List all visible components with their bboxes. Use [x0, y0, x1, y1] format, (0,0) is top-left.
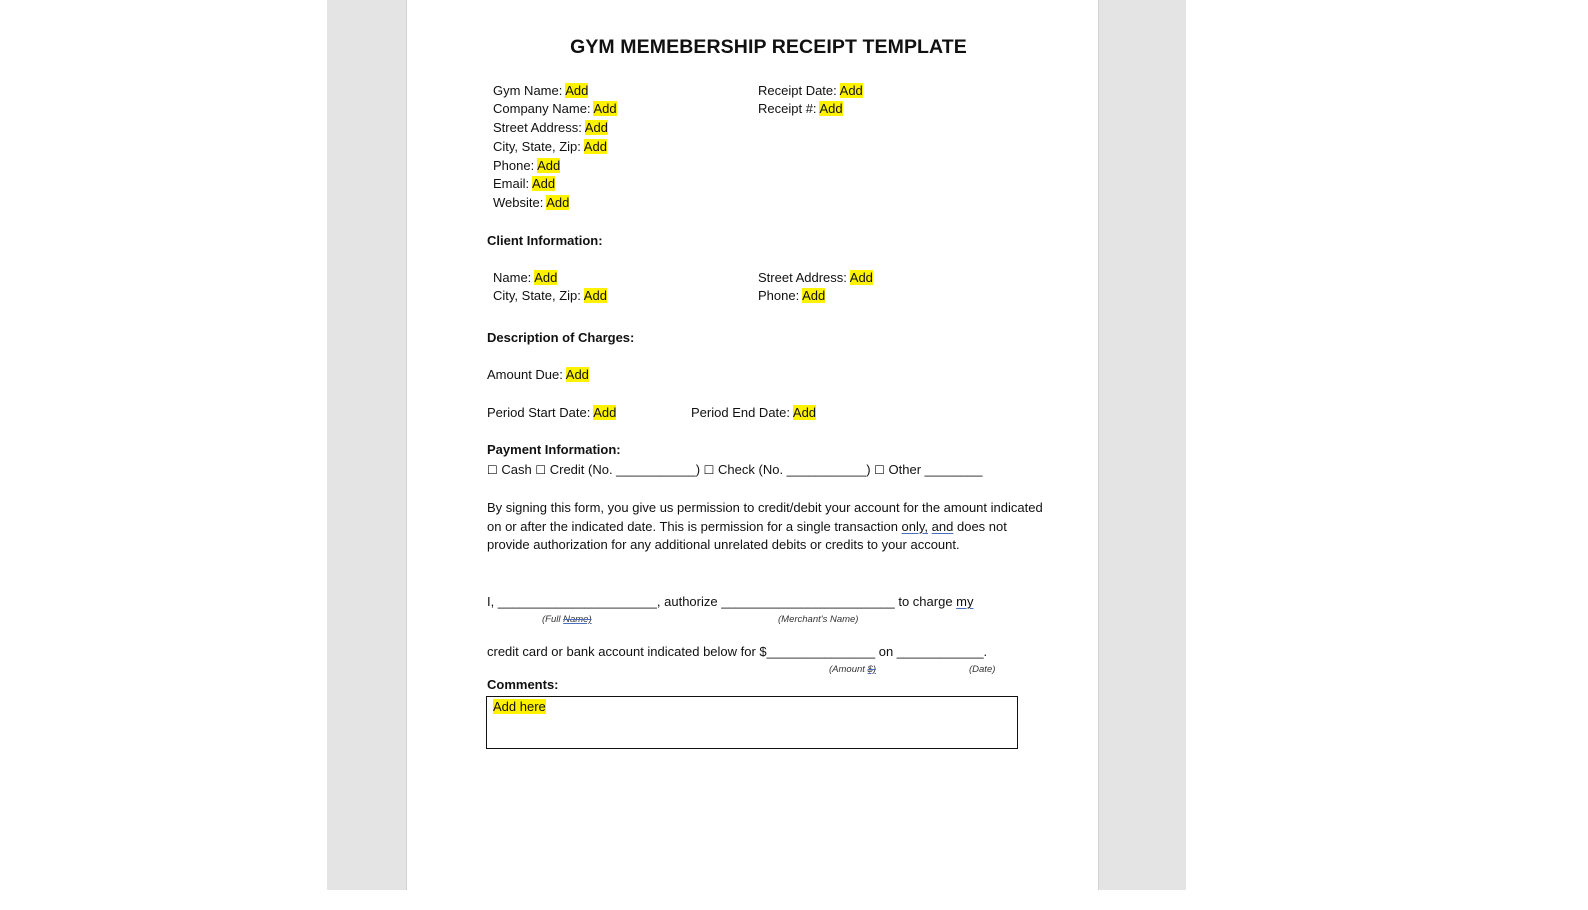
- period-end-label: Period End Date:: [691, 405, 793, 420]
- period-start-label: Period Start Date:: [487, 405, 594, 420]
- receipt-number-field[interactable]: Add: [819, 101, 843, 116]
- receipt-number-label: Receipt #:: [758, 101, 820, 116]
- client-street-line: [758, 269, 873, 286]
- credit-checkbox[interactable]: ☐: [535, 463, 547, 477]
- check-label: Check (No. ___________): [714, 462, 875, 477]
- cash-checkbox[interactable]: ☐: [487, 463, 498, 477]
- receipt-number-line: [758, 100, 843, 117]
- document-title: GYM MEMEBERSHIP RECEIPT TEMPLATE: [570, 36, 967, 58]
- client-name-label: Name:: [493, 270, 535, 285]
- comments-placeholder: [493, 698, 546, 715]
- receipt-date-label: Receipt Date:: [758, 83, 840, 98]
- amount-due-label: Amount Due:: [487, 367, 566, 382]
- client-city-field[interactable]: Add: [583, 288, 607, 303]
- city-state-zip-line: [493, 138, 607, 155]
- phone-field[interactable]: Add: [537, 158, 561, 173]
- phone-line: [493, 157, 560, 174]
- street-address-line: [493, 119, 608, 136]
- city-state-zip-label: City, State, Zip:: [493, 139, 584, 154]
- client-phone-line: [758, 287, 825, 304]
- email-line: [493, 175, 555, 192]
- website-line: [493, 194, 569, 211]
- receipt-date-line: [758, 82, 863, 99]
- client-street-label: Street Address:: [758, 270, 850, 285]
- check-checkbox[interactable]: ☐: [703, 463, 715, 477]
- period-end-field[interactable]: Add: [792, 405, 817, 420]
- gym-name-label: Gym Name:: [493, 83, 566, 98]
- client-name-field[interactable]: Add: [534, 270, 558, 285]
- date-caption: (Date): [969, 664, 996, 675]
- gym-name-field[interactable]: Add: [565, 83, 589, 98]
- website-label: Website:: [493, 195, 547, 210]
- full-name-caption-text: (Full: [542, 614, 564, 625]
- street-address-field[interactable]: Add: [584, 120, 608, 135]
- amount-caption: [829, 661, 876, 678]
- receipt-date-field[interactable]: Add: [839, 83, 863, 98]
- company-name-line: [493, 100, 617, 117]
- grammar-flag-my: my: [956, 594, 974, 609]
- period-start-field[interactable]: Add: [593, 405, 617, 420]
- gym-name-line: [493, 82, 588, 99]
- full-name-caption: [542, 611, 592, 628]
- document-page: [407, 0, 1098, 890]
- client-name-line: [493, 269, 557, 286]
- merchant-name-caption: (Merchant's Name): [778, 614, 859, 625]
- client-phone-label: Phone:: [758, 288, 803, 303]
- client-city-line: [493, 287, 607, 304]
- amount-caption-flag: $): [867, 664, 876, 675]
- charge-account-line: credit card or bank account indicated below for $_______________ on ____________.: [487, 644, 988, 659]
- charges-heading: Description of Charges:: [487, 330, 635, 345]
- credit-label: Credit (No. ___________): [546, 462, 704, 477]
- company-name-label: Company Name:: [493, 101, 594, 116]
- other-checkbox[interactable]: ☐: [874, 463, 885, 477]
- authorization-paragraph: [487, 499, 1047, 555]
- amount-due-line: [487, 366, 589, 383]
- company-name-field[interactable]: Add: [593, 101, 617, 116]
- city-state-zip-field[interactable]: Add: [583, 139, 607, 154]
- comments-box[interactable]: [486, 696, 1018, 749]
- grammar-flag-only: only,: [901, 518, 929, 534]
- client-street-field[interactable]: Add: [849, 270, 873, 285]
- payment-options: [487, 461, 982, 479]
- client-phone-field[interactable]: Add: [802, 288, 826, 303]
- email-label: Email:: [493, 176, 533, 191]
- street-address-label: Street Address:: [493, 120, 585, 135]
- authorize-line: [487, 593, 974, 610]
- period-end-line: [691, 404, 816, 421]
- website-field[interactable]: Add: [546, 195, 570, 210]
- full-name-caption-flag: Name): [563, 614, 592, 625]
- comments-heading: Comments:: [487, 677, 559, 692]
- email-field[interactable]: Add: [532, 176, 556, 191]
- client-info-heading: Client Information:: [487, 233, 603, 248]
- paragraph-text-1: By signing this form, you give us permission to credit/debit your account for the amount indicated on or after the indicated date. This is permission for a single transaction: [487, 500, 1043, 534]
- grammar-flag-and: and: [931, 518, 954, 534]
- other-label: Other ________: [884, 462, 983, 477]
- comments-placeholder-text: Add here: [493, 699, 546, 714]
- client-city-label: City, State, Zip:: [493, 288, 584, 303]
- authorize-line-text: I, ______________________, authorize ________________________ to charge: [487, 594, 957, 609]
- period-start-line: [487, 404, 616, 421]
- right-margin-band: [1098, 0, 1186, 890]
- amount-caption-text: (Amount: [829, 664, 868, 675]
- payment-heading: Payment Information:: [487, 442, 621, 457]
- amount-due-field[interactable]: Add: [565, 367, 589, 382]
- left-margin-band: [327, 0, 407, 890]
- paragraph-text-2: does not provide authorization for any additional unrelated debits or credits to your account.: [487, 518, 1007, 552]
- phone-label: Phone:: [493, 158, 538, 173]
- cash-label: Cash: [497, 462, 536, 477]
